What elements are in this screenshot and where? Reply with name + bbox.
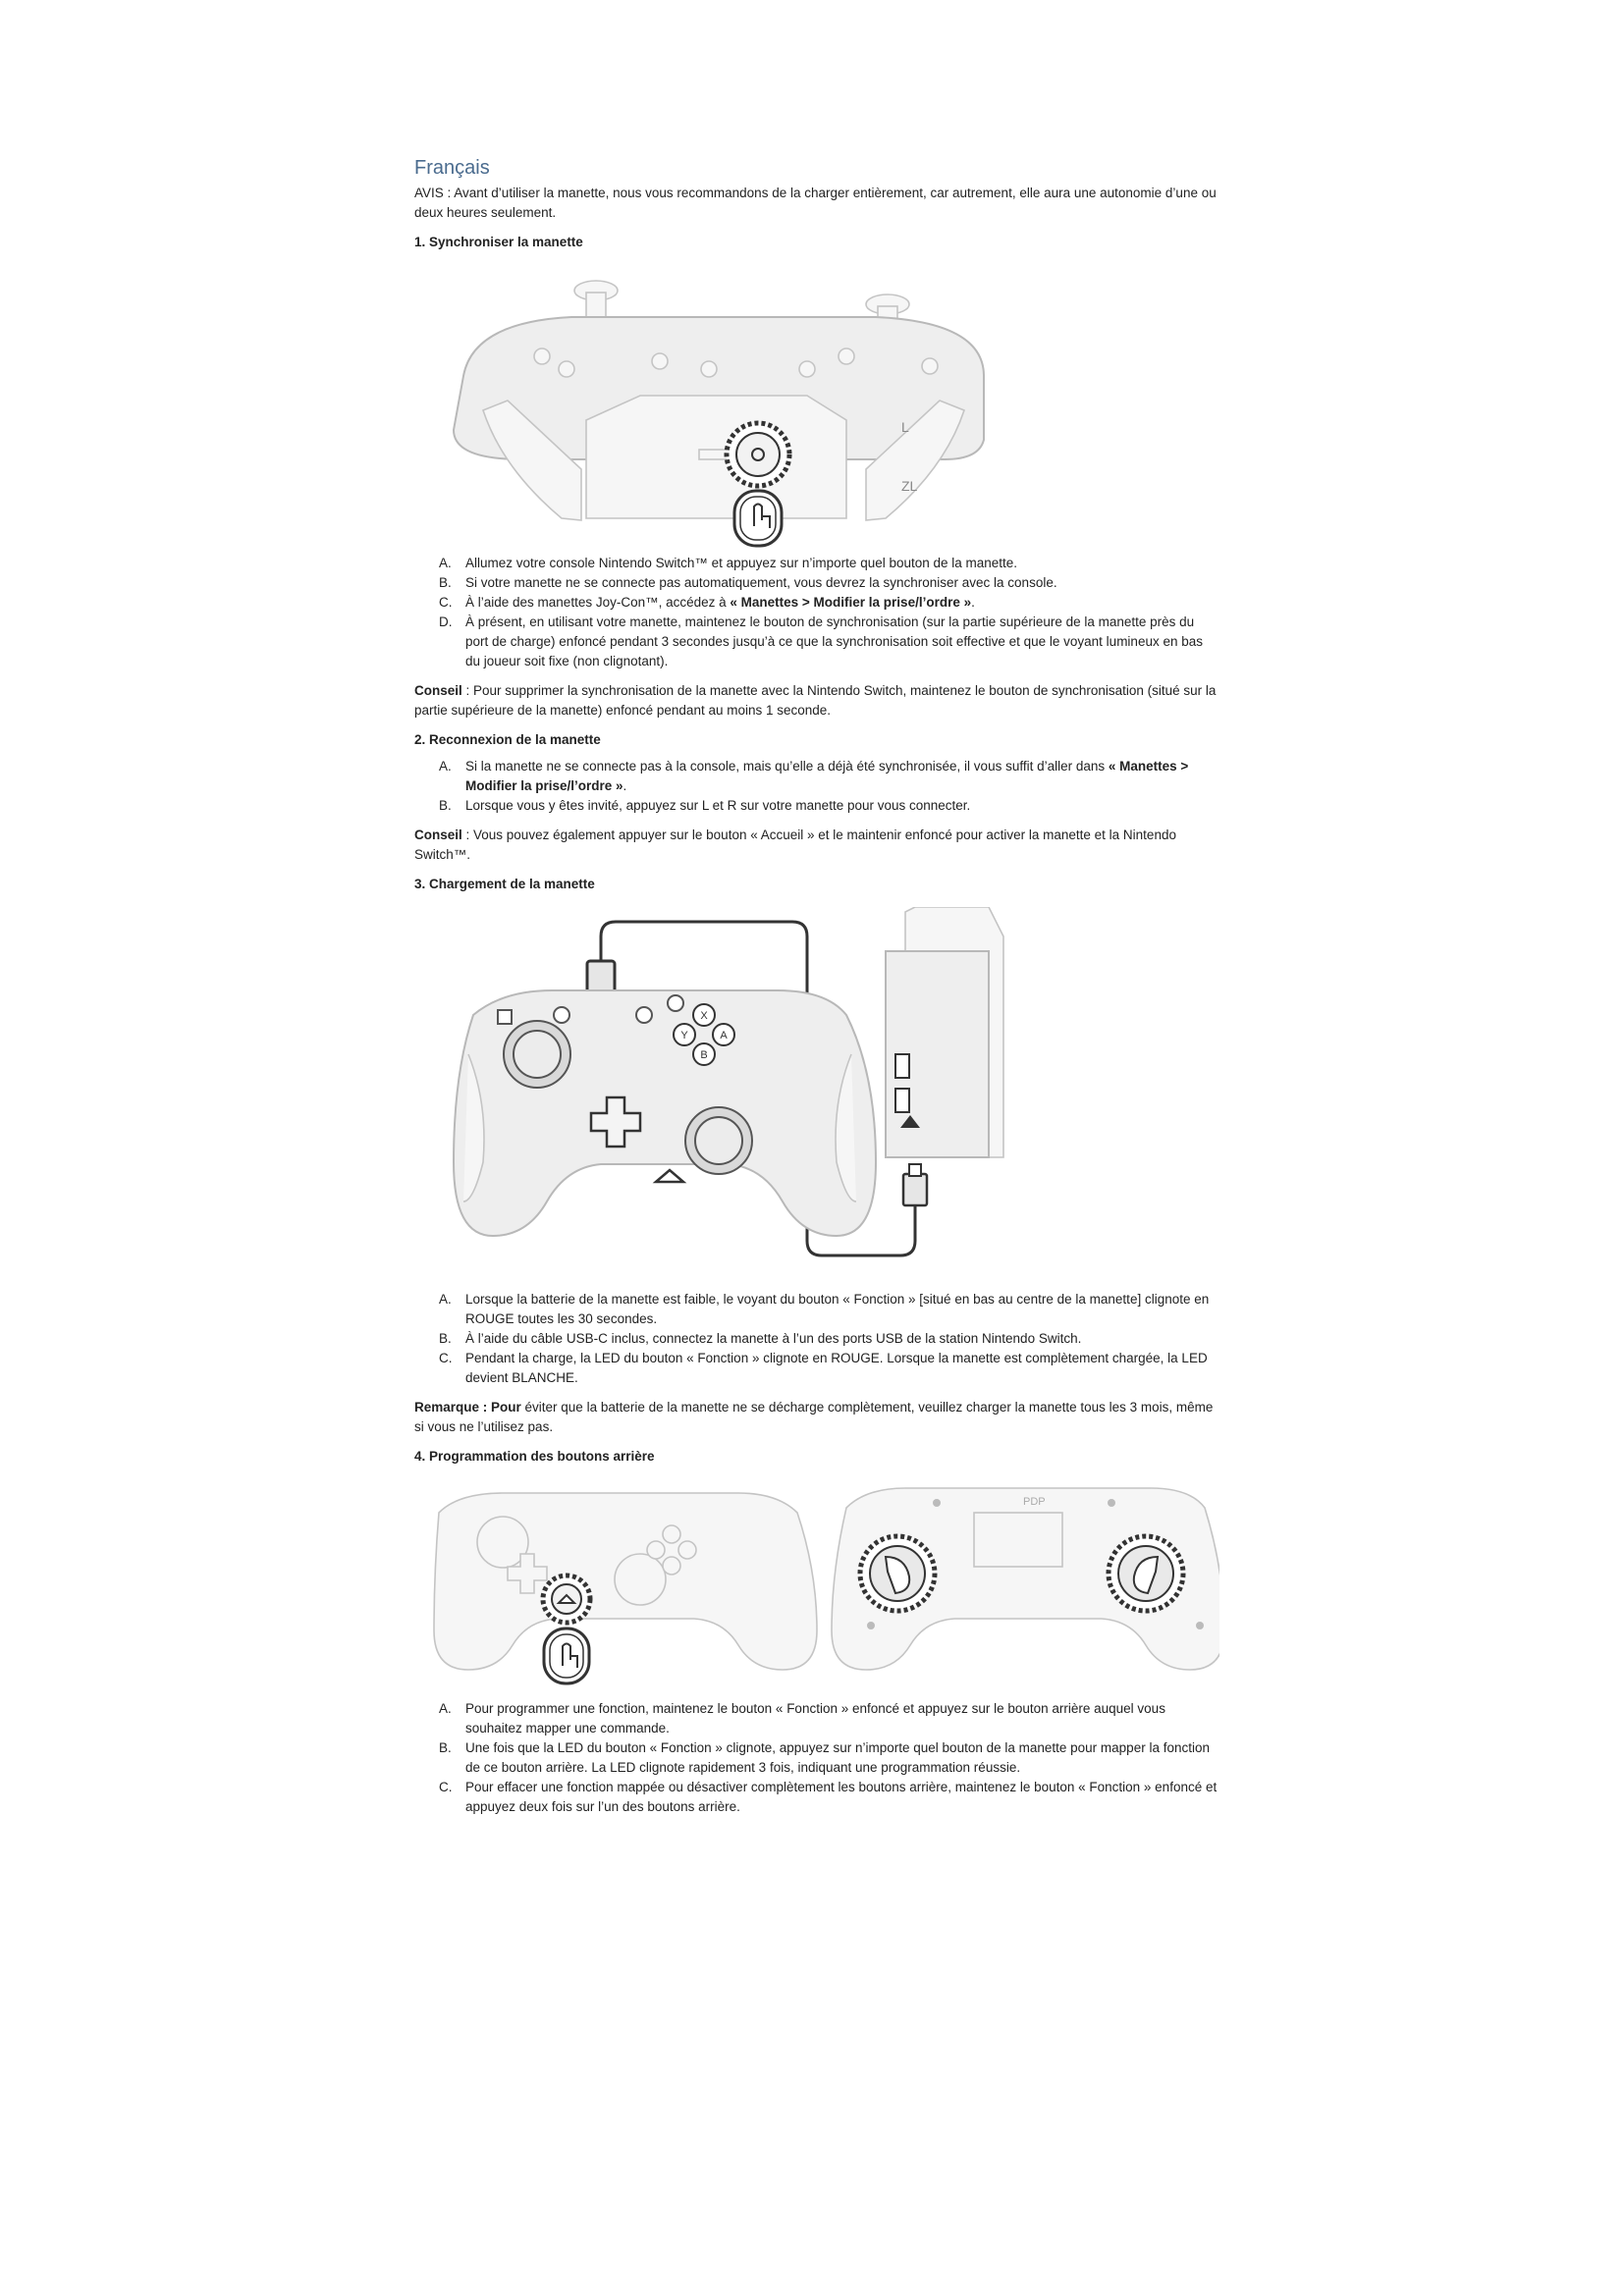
button-b-label: B: [700, 1049, 708, 1061]
button-x-label: X: [700, 1010, 708, 1022]
zl-label: ZL: [901, 478, 918, 494]
list-item: B. Une fois que la LED du bouton « Fonction » clignote, appuyez sur n’importe quel bouton de la manette pour mapper la fonction de ce bouton arrière. La LED clignote rapidement 3 fois, indiquant une programmation réussie.: [439, 1740, 1210, 1775]
section-title-reconnect: 2. Reconnexion de la manette: [414, 732, 601, 747]
list-item: C. Pendant la charge, la LED du bouton « Fonction » clignote en ROUGE. Lorsque la manette est complètement chargée, la LED devient BLANCHE.: [439, 1351, 1208, 1385]
sync-tip: Conseil : Pour supprimer la synchronisation de la manette avec la Nintendo Switch, maintenez le bouton de synchronisation (situé sur la partie supérieure de la manette) enfoncé pendant au moins 1 seconde.: [414, 683, 1217, 718]
list-item: C. Pour effacer une fonction mappée ou désactiver complètement les boutons arrière, maintenez le bouton « Fonction » enfoncé et appuyez deux fois sur l’un des boutons arrière.: [439, 1780, 1218, 1814]
section-title-sync: 1. Synchroniser la manette: [414, 235, 583, 249]
brand-label: PDP: [1023, 1496, 1046, 1508]
charging-remark: Remarque : Pour éviter que la batterie de la manette ne se décharge complètement, veuillez charger la manette tous les 3 mois, même si vous ne l’utilisez pas.: [414, 1400, 1214, 1434]
button-a-label: A: [720, 1030, 728, 1041]
sync-steps: [414, 554, 1219, 671]
back-buttons-steps: [414, 1699, 1219, 1817]
list-item: B. Si votre manette ne se connecte pas automatiquement, vous devrez la synchroniser avec la console.: [439, 575, 1057, 590]
list-item: A. Pour programmer une fonction, maintenez le bouton « Fonction » enfoncé et appuyez sur le bouton arrière auquel vous souhaitez mapper une commande.: [439, 1701, 1165, 1735]
charging-figure: [414, 907, 1219, 1280]
list-item: B. Lorsque vous y êtes invité, appuyez sur L et R sur votre manette pour vous connecter.: [439, 798, 971, 813]
back-buttons-figure: [414, 1473, 1219, 1689]
list-item: C. À l’aide des manettes Joy-Con™, accédez à « Manettes > Modifier la prise/l’ordre ».: [439, 595, 975, 610]
controller-top-view-figure: [434, 263, 1003, 548]
reconnect-tip: Conseil : Vous pouvez également appuyer sur le bouton « Accueil » et le maintenir enfoncé pour activer la manette et la Nintendo Switch™.: [414, 828, 1176, 862]
list-item: D. À présent, en utilisant votre manette, maintenez le bouton de synchronisation (sur la partie supérieure de la manette près du port de charge) enfoncé pendant 3 secondes jusqu’à ce que la synchronisation soit effective et que le voyant lumineux en bas du joueur soit fixe (non clignotant).: [439, 614, 1203, 668]
list-item: A. Lorsque la batterie de la manette est faible, le voyant du bouton « Fonction » [situé en bas au centre de la manette] clignote en ROUGE toutes les 30 secondes.: [439, 1292, 1210, 1326]
section-title-back-buttons: 4. Programmation des boutons arrière: [414, 1449, 655, 1464]
list-item: A. Allumez votre console Nintendo Switch™ et appuyez sur n’importe quel bouton de la manette.: [439, 556, 1018, 570]
manual-page: [414, 157, 1219, 1827]
charging-steps: [414, 1290, 1219, 1388]
language-heading: Français: [414, 157, 490, 179]
reconnect-steps: [414, 757, 1219, 816]
l-label: L: [901, 419, 909, 435]
list-item: B. À l’aide du câble USB-C inclus, connectez la manette à l’un des ports USB de la station Nintendo Switch.: [439, 1331, 1082, 1346]
list-item: A. Si la manette ne se connecte pas à la console, mais qu’elle a déjà été synchronisée, il vous suffit d’aller dans « Manettes > Modifier la prise/l’ordre ».: [439, 759, 1189, 793]
notice-text: AVIS : Avant d’utiliser la manette, nous vous recommandons de la charger entièrement, car autrement, elle aura une autonomie d’une ou deux heures seulement.: [414, 186, 1217, 220]
button-y-label: Y: [680, 1030, 688, 1041]
section-title-charging: 3. Chargement de la manette: [414, 877, 595, 891]
